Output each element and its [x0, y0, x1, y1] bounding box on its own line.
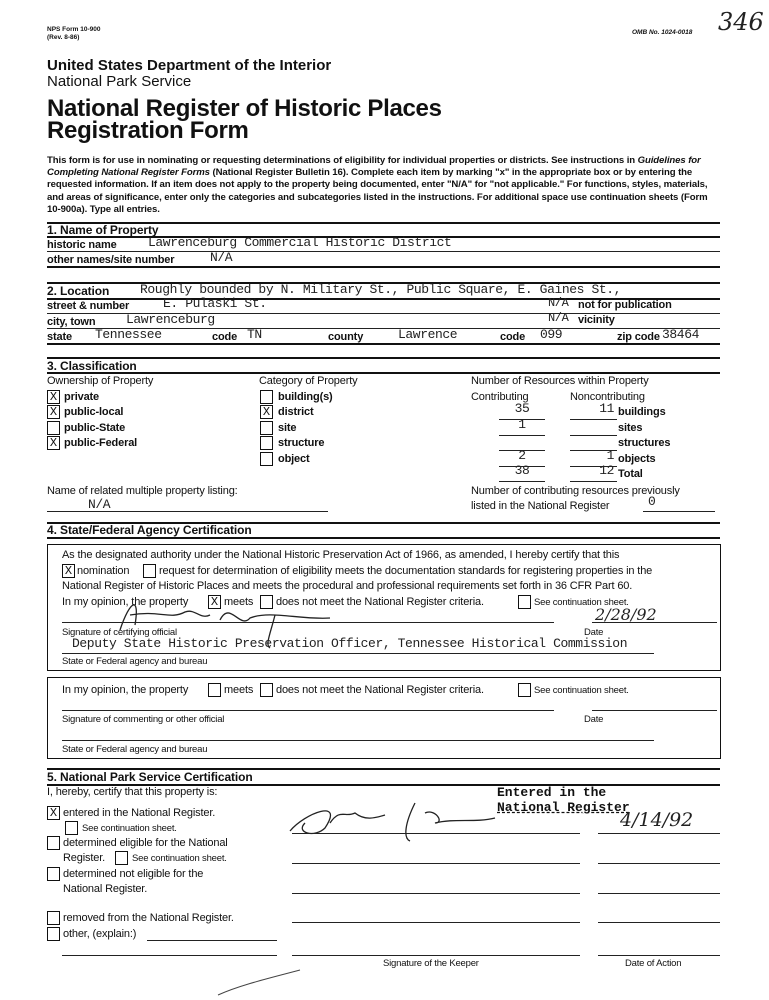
eligible-checkbox[interactable] [47, 836, 60, 850]
initials-mark [210, 940, 310, 1000]
eligible-continuation-checkbox[interactable] [115, 851, 128, 865]
resource-row-label: sites [618, 422, 643, 434]
state-label: state [47, 331, 72, 343]
previously-listed-underline [643, 511, 715, 512]
meets-label: meets [224, 596, 254, 608]
nps-intro: I, hereby, certify that this property is: [47, 786, 218, 798]
contributing-count-buildings[interactable]: 35 [514, 401, 530, 416]
signature-line [62, 622, 554, 623]
contributing-count-total[interactable]: 38 [514, 463, 530, 478]
state-code-label: code [212, 331, 238, 343]
entered-checkbox[interactable]: X [47, 806, 60, 820]
omb-number: OMB No. 1024-0018 [632, 29, 693, 36]
category-title: Category of Property [259, 375, 358, 387]
date-line-4 [598, 922, 720, 923]
contributing-count-sites[interactable]: 1 [518, 417, 526, 432]
city-field[interactable]: Lawrenceburg [126, 312, 215, 327]
divider [47, 372, 720, 374]
eligible-continuation-label: See continuation sheet. [132, 853, 227, 864]
date-line [592, 622, 717, 623]
not-eligible-checkbox[interactable] [47, 867, 60, 881]
historic-name-label: historic name [47, 239, 117, 251]
does-not-meet-label-2: does not meet the National Register criteria. [276, 684, 484, 696]
opinion-prefix-2: In my opinion, the property [62, 684, 189, 696]
agency-label: State or Federal agency and bureau [62, 656, 208, 667]
contributing-label: Contributing [471, 391, 529, 403]
historic-name-field[interactable]: Lawrenceburg Commercial Historic District [148, 235, 452, 250]
signature-line-2 [62, 710, 554, 711]
form-title-line2: Registration Form [47, 117, 249, 144]
other-names-field[interactable]: N/A [210, 250, 233, 265]
eligible-label-1: determined eligible for the National [63, 837, 228, 849]
date-of-action-value: 4/14/92 [620, 809, 694, 831]
contributing-underline [499, 481, 545, 482]
noncontributing-underline [570, 481, 617, 482]
divider [47, 251, 720, 252]
ownership-public-local-checkbox[interactable]: X [47, 405, 60, 419]
divider [47, 357, 720, 359]
section3-heading: 3. Classification [47, 359, 137, 373]
form-title-line1: National Register of Historic Places [47, 95, 442, 122]
vicinity-mark[interactable]: N/A [548, 311, 569, 325]
ownership-private-checkbox[interactable]: X [47, 390, 60, 404]
category-district-checkbox[interactable]: X [260, 405, 273, 419]
noncontributing-count-objects[interactable]: 1 [606, 448, 614, 463]
section1-heading: 1. Name of Property [47, 223, 159, 237]
commenting-date-label: Date [584, 714, 604, 725]
commenting-signature-label: Signature of commenting or other official [62, 714, 225, 725]
related-listing-field[interactable]: N/A [88, 497, 111, 512]
resource-row-label: objects [618, 453, 656, 465]
resource-row-label: buildings [618, 406, 666, 418]
location-field[interactable]: Roughly bounded by N. Military St., Public Square, E. Gaines St., [140, 282, 622, 297]
continuation-checkbox-2[interactable] [518, 683, 531, 697]
other-label: other, (explain:) [63, 928, 137, 940]
cert-statement-line3: National Register of Historic Places and meets the procedural and professional requirements set forth in 36 CFR Part 60. [62, 580, 633, 592]
ownership-public-federal-label: public-Federal [64, 437, 138, 449]
request-label: request for determination of eligibility meets the documentation standards for registering properties in the [159, 565, 653, 577]
category-site-checkbox[interactable] [260, 421, 273, 435]
resources-title: Number of Resources within Property [471, 375, 649, 387]
entered-continuation-checkbox[interactable] [65, 821, 78, 835]
noncontributing-underline [570, 419, 617, 420]
divider [47, 343, 720, 345]
noncontributing-label: Noncontributing [570, 391, 645, 403]
related-listing-label: Name of related multiple property listing: [47, 485, 238, 497]
agency-label-2: State or Federal agency and bureau [62, 744, 208, 755]
certification-date: 2/28/92 [595, 605, 657, 624]
keeper-line-4 [292, 922, 580, 923]
not-eligible-label-1: determined not eligible for the [63, 868, 204, 880]
section2-heading: 2. Location [47, 284, 110, 298]
agency-line [62, 653, 654, 654]
ownership-public-state-label: public-State [64, 422, 126, 434]
date-line-2 [598, 863, 720, 864]
does-not-meet-label: does not meet the National Register criteria. [276, 596, 484, 608]
ownership-public-local-label: public-local [64, 406, 124, 418]
other-checkbox[interactable] [47, 927, 60, 941]
continuation-label-2: See continuation sheet. [534, 685, 629, 696]
contributing-underline [499, 435, 545, 436]
instructions-text-2: (National Register Bulletin 16). Complete each item by marking "x" in the appropriate box or by entering the requested information. If an item does not apply to the property being documented, enter "N/A" for "not applicable." For functions, styles, materials, and areas of significance, enter only the categories and subcategories listed in the instructions. For additional space use continuation sheets (Form 10-900a). Type all entries. [47, 167, 708, 215]
eligible-label-2: Register. [63, 852, 106, 864]
date-line-3 [598, 893, 720, 894]
not-for-publication-mark[interactable]: N/A [548, 296, 569, 310]
category-building-checkbox[interactable] [260, 390, 273, 404]
removed-checkbox[interactable] [47, 911, 60, 925]
state-field[interactable]: Tennessee [95, 327, 162, 342]
date-line-5 [598, 955, 720, 956]
state-code-field[interactable]: TN [247, 327, 262, 342]
opinion-prefix: In my opinion, the property [62, 596, 189, 608]
county-field[interactable]: Lawrence [398, 327, 458, 342]
instructions-guidelines-title: Guidelines for Completing National Register Forms [47, 155, 701, 179]
street-label: street & number [47, 300, 130, 312]
form-number: NPS Form 10-900 [47, 26, 101, 33]
vicinity-label: vicinity [578, 314, 615, 326]
keeper-signature [285, 793, 515, 843]
entered-continuation-label: See continuation sheet. [82, 823, 177, 834]
nomination-label: nomination [77, 565, 130, 577]
contributing-count-objects[interactable]: 2 [518, 448, 526, 463]
noncontributing-count-buildings[interactable]: 11 [599, 401, 614, 416]
signature-label: Signature of certifying official [62, 627, 177, 638]
noncontributing-underline [570, 435, 617, 436]
agency-field[interactable]: Deputy State Historic Preservation Officer, Tennessee Historical Commission [72, 636, 628, 651]
county-code-field[interactable]: 099 [540, 327, 563, 342]
divider [47, 537, 720, 539]
keeper-line-5 [292, 955, 580, 956]
category-object-label: object [278, 453, 310, 465]
county-label: county [328, 331, 364, 343]
zip-label: zip code [617, 331, 660, 343]
keeper-line-3 [292, 893, 580, 894]
entered-stamp-line2: National Register [497, 800, 630, 815]
meets-label-2: meets [224, 684, 254, 696]
city-label: city, town [47, 316, 96, 328]
not-eligible-label-2: National Register. [63, 883, 148, 895]
meets-checkbox[interactable]: X [208, 595, 221, 609]
agency: National Park Service [47, 73, 192, 90]
previously-listed-label-1: Number of contributing resources previously [471, 485, 680, 497]
entered-stamp-line1: Entered in the [497, 785, 607, 800]
ownership-private-label: private [64, 391, 100, 403]
form-revision: (Rev. 8-86) [47, 34, 80, 41]
category-building-label: building(s) [278, 391, 333, 403]
date-label: Date [584, 627, 604, 638]
instructions [47, 155, 723, 216]
nomination-checkbox[interactable]: X [62, 564, 75, 578]
previously-listed-field[interactable]: 0 [648, 494, 656, 509]
category-site-label: site [278, 422, 297, 434]
agency-line-2 [62, 740, 654, 741]
instructions-text: This form is for use in nominating or requesting determinations of eligibility for individual properties or districts. See instructions in [47, 155, 638, 166]
entered-label: entered in the National Register. [63, 807, 216, 819]
resource-row-label: structures [618, 437, 671, 449]
not-for-publication-label: not for publication [578, 299, 672, 311]
cert-statement-line1: As the designated authority under the National Historic Preservation Act of 1966, as amended, I hereby certify that this [62, 549, 620, 561]
category-object-checkbox[interactable] [260, 452, 273, 466]
date-of-action-label: Date of Action [625, 958, 682, 969]
ownership-title: Ownership of Property [47, 375, 154, 387]
category-structure-checkbox[interactable] [260, 436, 273, 450]
request-checkbox[interactable] [143, 564, 156, 578]
ownership-public-federal-checkbox[interactable]: X [47, 436, 60, 450]
removed-label: removed from the National Register. [63, 912, 234, 924]
section5-heading: 5. National Park Service Certification [47, 770, 253, 784]
meets-checkbox-2[interactable] [208, 683, 221, 697]
category-structure-label: structure [278, 437, 325, 449]
resource-row-label: Total [618, 468, 643, 480]
continuation-label: See continuation sheet. [534, 597, 629, 608]
date-line-2 [592, 710, 717, 711]
divider [47, 266, 720, 268]
noncontributing-count-total[interactable]: 12 [599, 463, 614, 478]
keeper-label: Signature of the Keeper [383, 958, 479, 969]
other-names-label: other names/site number [47, 254, 175, 266]
related-listing-underline [47, 511, 328, 512]
page-number: 346 [718, 8, 764, 36]
department: United States Department of the Interior [47, 57, 332, 74]
does-not-meet-checkbox-2[interactable] [260, 683, 273, 697]
category-district-label: district [278, 406, 314, 418]
keeper-line-2 [292, 863, 580, 864]
keeper-line-1 [292, 833, 580, 834]
county-code-label: code [500, 331, 526, 343]
street-field[interactable]: E. Pulaski St. [163, 296, 267, 311]
continuation-checkbox[interactable] [518, 595, 531, 609]
previously-listed-label-2: listed in the National Register [471, 500, 610, 512]
zip-field[interactable]: 38464 [662, 327, 700, 342]
section4-heading: 4. State/Federal Agency Certification [47, 523, 252, 537]
ownership-public-state-checkbox[interactable] [47, 421, 60, 435]
date-line-1 [598, 833, 720, 834]
